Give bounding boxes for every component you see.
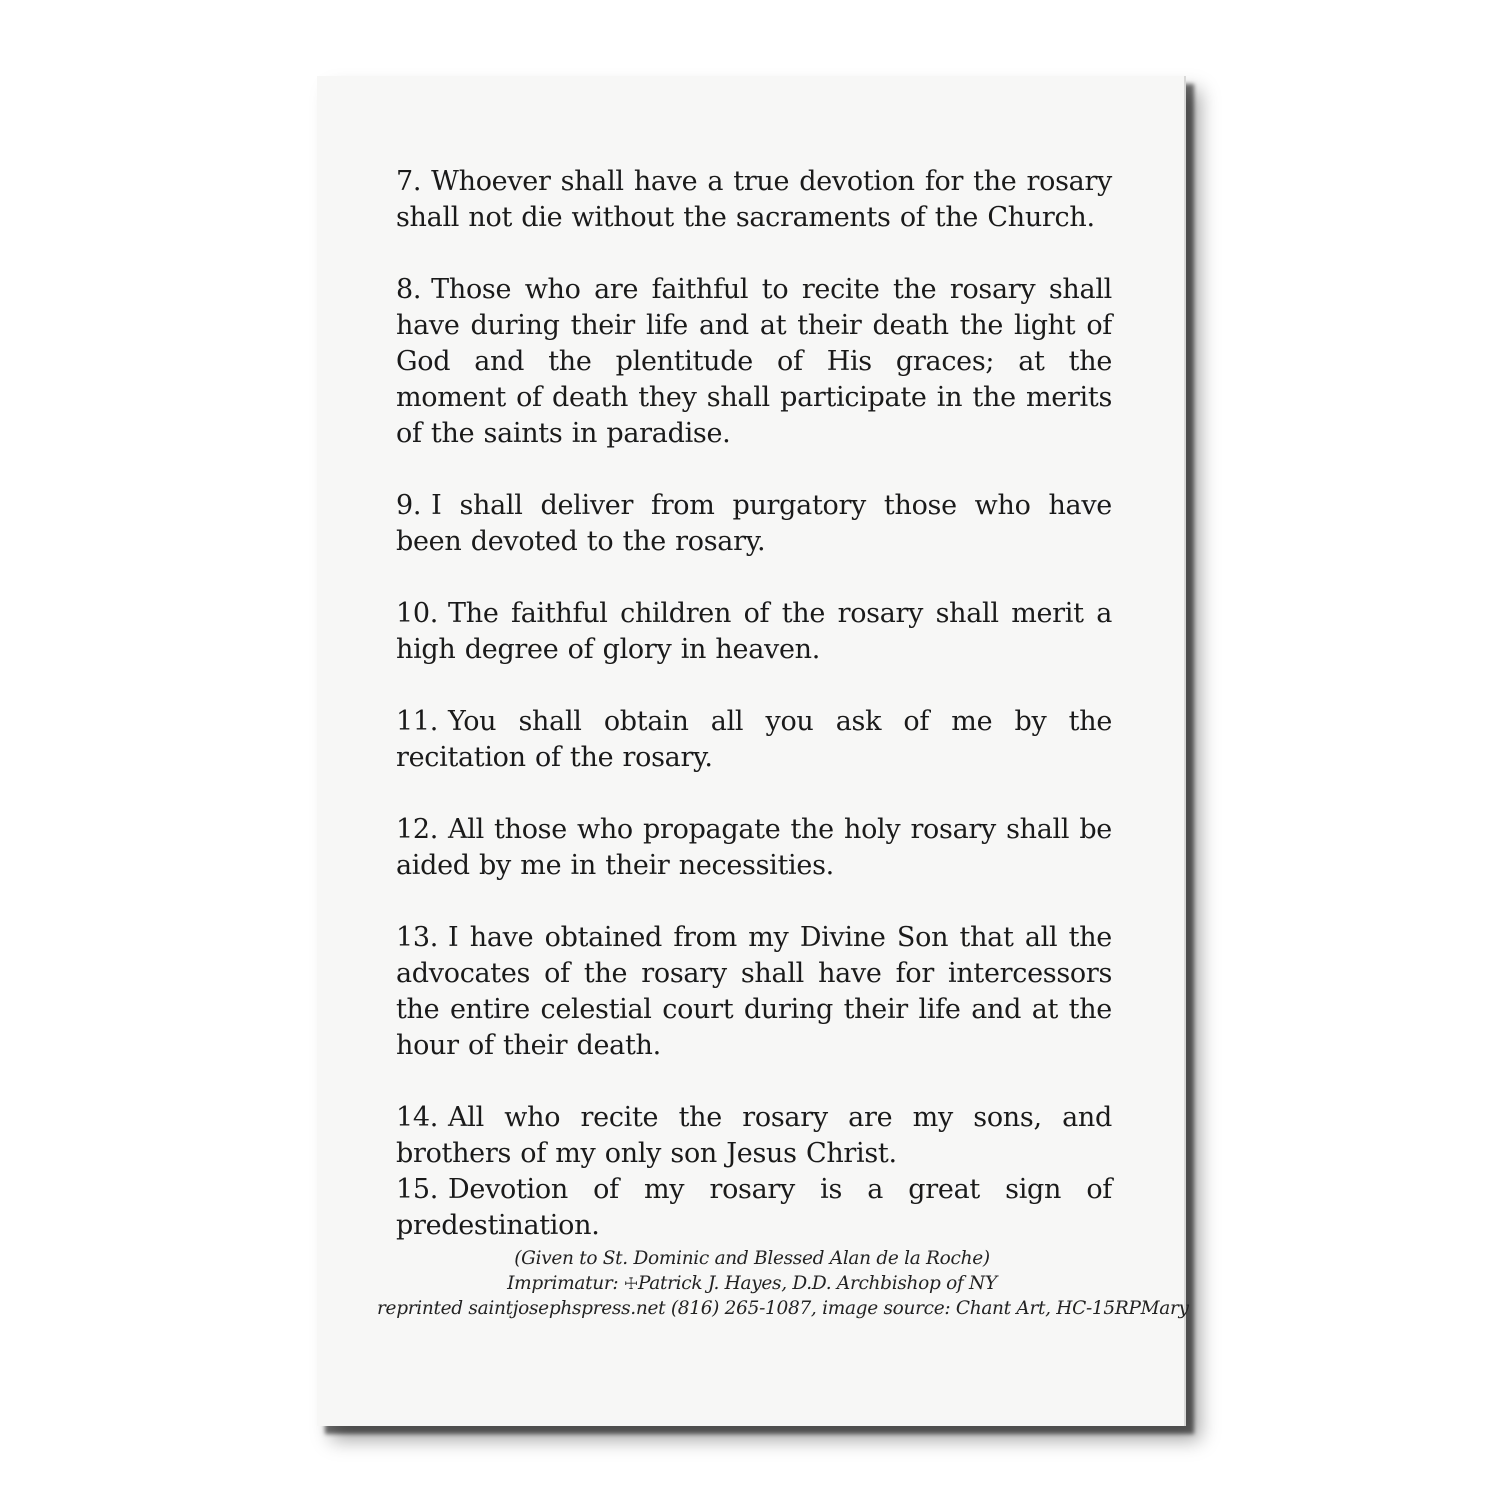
promise-number: 8.	[396, 274, 422, 305]
promise-text: I shall deliver from purgatory those who have been devoted to the rosary.	[396, 490, 1112, 557]
given-to-line: (Given to St. Dominic and Blessed Alan de la Roche)	[514, 1248, 990, 1269]
promise-item	[396, 1172, 1112, 1244]
cross-icon: ☩	[623, 1274, 638, 1293]
promise-item	[396, 488, 1112, 560]
promises-list	[396, 164, 1112, 1244]
promise-text: You shall obtain all you ask of me by the recitation of the rosary.	[396, 706, 1112, 773]
promise-number: 9.	[396, 490, 422, 521]
promise-text: All those who propagate the holy rosary shall be aided by me in their necessities.	[396, 814, 1112, 881]
promise-number: 15.	[396, 1174, 439, 1205]
promise-number: 7.	[396, 166, 422, 197]
card-credits	[377, 1246, 1189, 1321]
promise-text: The faithful children of the rosary shall merit a high degree of glory in heaven.	[396, 598, 1112, 665]
promise-text: All who recite the rosary are my sons, and brothers of my only son Jesus Christ.	[396, 1102, 1112, 1169]
promise-item	[396, 920, 1112, 1064]
promise-number: 12.	[396, 814, 439, 845]
promise-item	[396, 704, 1112, 776]
promise-item	[396, 596, 1112, 668]
promise-number: 11.	[396, 706, 439, 737]
promise-item	[396, 164, 1112, 236]
imprimatur-name: Patrick J. Hayes, D.D. Archbishop of NY	[637, 1273, 997, 1294]
promise-item	[396, 812, 1112, 884]
prayer-card	[317, 76, 1189, 1426]
promise-item	[396, 1100, 1112, 1172]
imprimatur-line	[377, 1271, 1127, 1296]
promise-number: 13.	[396, 922, 439, 953]
promise-number: 14.	[396, 1102, 439, 1133]
promise-number: 10.	[396, 598, 439, 629]
imprimatur-label: Imprimatur:	[507, 1273, 619, 1294]
promise-text: Those who are faithful to recite the rosary shall have during their life and at their death the light of God and the plentitude of His graces; at the moment of death they shall participate in the merits of the saints in paradise.	[396, 274, 1112, 449]
promise-text: Devotion of my rosary is a great sign of predestination.	[396, 1174, 1112, 1241]
reprint-line: reprinted saintjosephspress.net (816) 265-1087, image source: Chant Art, HC-15RPMary	[377, 1298, 1189, 1319]
promise-item	[396, 272, 1112, 452]
promise-text: I have obtained from my Divine Son that all the advocates of the rosary shall have for intercessors the entire celestial court during their life and at the hour of their death.	[396, 922, 1112, 1061]
promise-text: Whoever shall have a true devotion for the rosary shall not die without the sacraments of the Church.	[396, 166, 1112, 233]
